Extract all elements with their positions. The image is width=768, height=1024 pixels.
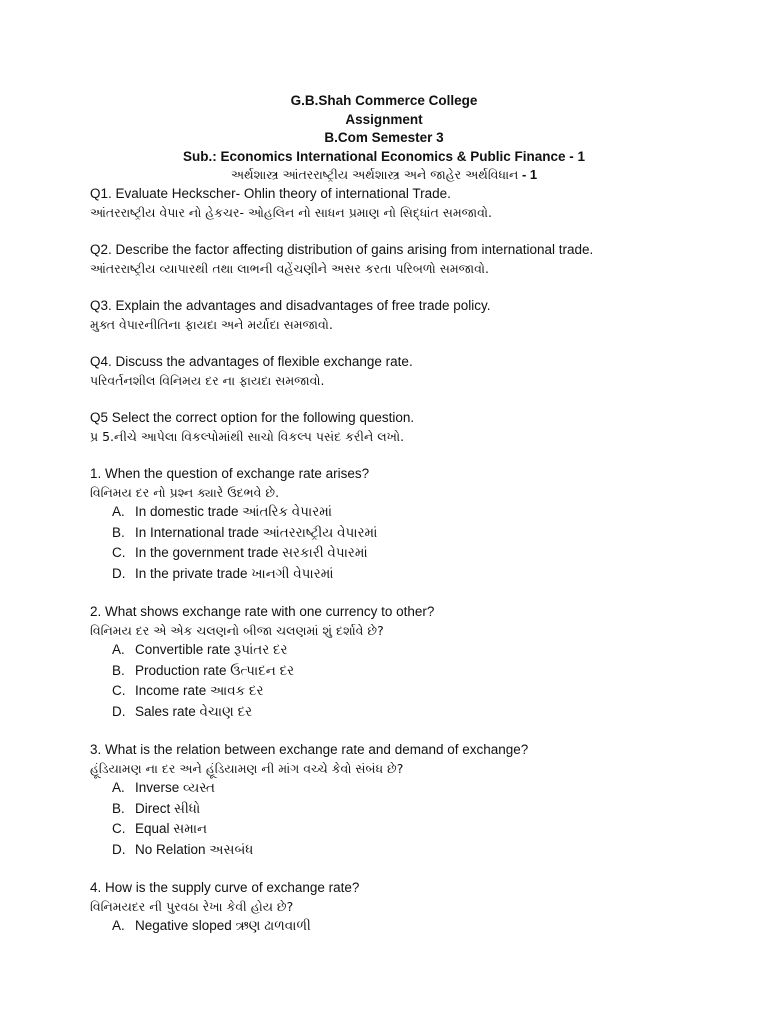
document-type: Assignment bbox=[345, 111, 423, 127]
option-text: In the private trade ખાનગી વેપારમાં bbox=[135, 565, 334, 581]
option-text: Equal સમાન bbox=[135, 821, 208, 836]
option-text: In the government trade સરકારી વેપારમાં bbox=[135, 545, 368, 560]
option-text: Sales rate વેચાણ દર bbox=[135, 703, 253, 719]
question-gujarati: મુક્ત વેપારનીતિના ફાયદા અને મર્યાદા સમજાવો. bbox=[90, 316, 333, 332]
mcq-options bbox=[90, 916, 730, 937]
option-letter: A. bbox=[112, 642, 125, 657]
option-text: No Relation અસબંધ bbox=[135, 841, 254, 857]
mcq-question-gujarati: વિનિમય દર નો પ્રશ્ન ક્યારે ઉદભવે છે. bbox=[90, 484, 280, 500]
mcq-options bbox=[90, 640, 730, 722]
question-english: Q5 Select the correct option for the following question. bbox=[90, 410, 415, 425]
question-gujarati: આંતરરાષ્ટ્રીય વેપાર નો હેકચર- ઓહલિન નો સાધન પ્રમાણ નો સિદ્ધાંત સમજાવો. bbox=[90, 204, 493, 220]
college-name: G.B.Shah Commerce College bbox=[290, 93, 478, 108]
question-block bbox=[90, 185, 730, 222]
document-header bbox=[0, 92, 768, 184]
mcq-option bbox=[90, 661, 730, 682]
option-letter: D. bbox=[112, 565, 126, 581]
option-letter: C. bbox=[112, 545, 126, 560]
option-letter: C. bbox=[112, 821, 126, 836]
mcq-question-gujarati: વિનિમય દર એ એક ચલણનો બીજા ચલણમાં શું દર્શાવે છે? bbox=[90, 622, 384, 638]
question-english: Q4. Discuss the advantages of flexible exchange rate. bbox=[90, 354, 413, 369]
option-letter: A. bbox=[112, 780, 125, 795]
question-block bbox=[90, 241, 730, 278]
question-gujarati: પરિવર્તનશીલ વિનિમય દર ના ફાયદા સમજાવો. bbox=[90, 372, 325, 388]
mcq-option bbox=[90, 840, 730, 861]
question-english: Q1. Evaluate Heckscher- Ohlin theory of international Trade. bbox=[90, 186, 451, 201]
option-letter: D. bbox=[112, 841, 126, 857]
question-gujarati: પ્ર 5.નીચે આપેલા વિકલ્પોમાંથી સાચો વિકલ્પ પસંદ કરીને લખો. bbox=[90, 428, 405, 444]
mcq-block bbox=[90, 465, 730, 584]
question-block bbox=[90, 409, 730, 446]
mcq-option bbox=[90, 640, 730, 661]
option-text: Production rate ઉત્પાદન દર bbox=[135, 662, 295, 678]
mcq-question-english: 4. How is the supply curve of exchange rate? bbox=[90, 880, 360, 895]
option-text: Inverse વ્યસ્ત bbox=[135, 780, 215, 795]
semester-line: B.Com Semester 3 bbox=[324, 130, 444, 145]
option-text: Convertible rate રૂપાંતર દર bbox=[135, 642, 288, 657]
question-english: Q2. Describe the factor affecting distribution of gains arising from international trade. bbox=[90, 242, 594, 257]
question-gujarati: આંતરરાષ્ટ્રીય વ્યાપારથી તથા લાભની વહેંચણીને અસર કરતા પરિબળો સમજાવો. bbox=[90, 260, 490, 276]
option-letter: A. bbox=[112, 918, 125, 933]
mcq-option bbox=[90, 502, 730, 523]
question-block bbox=[90, 353, 730, 390]
option-text: Direct સીધો bbox=[135, 800, 201, 816]
mcq-option bbox=[90, 702, 730, 723]
option-letter: D. bbox=[112, 703, 126, 719]
subject-line: Sub.: Economics International Economics & Public Finance - 1 bbox=[182, 148, 586, 164]
mcq-option bbox=[90, 564, 730, 585]
mcq-block bbox=[90, 879, 730, 937]
mcq-block bbox=[90, 603, 730, 722]
assignment-body bbox=[90, 185, 730, 937]
mcq-options bbox=[90, 778, 730, 860]
mcq-question-english: 1. When the question of exchange rate arises? bbox=[90, 466, 370, 481]
mcq-option bbox=[90, 799, 730, 820]
option-letter: B. bbox=[112, 524, 125, 540]
subject-gujarati-text: અર્થશાસ્ત્ર આંતરરાષ્ટ્રીય અર્થશાસ્ત્ર અને જાહેર અર્થવિધાન bbox=[230, 167, 519, 182]
option-text: In domestic trade આંતરિક વેપારમાં bbox=[135, 504, 333, 519]
mcq-block bbox=[90, 741, 730, 860]
mcq-option bbox=[90, 916, 730, 937]
option-text: Negative sloped ઋણ ઢાળવાળી bbox=[135, 918, 311, 933]
mcq-question-english: 3. What is the relation between exchange rate and demand of exchange? bbox=[90, 742, 529, 757]
question-block bbox=[90, 297, 730, 334]
subject-line-gujarati bbox=[0, 166, 768, 184]
mcq-option bbox=[90, 543, 730, 564]
question-english: Q3. Explain the advantages and disadvantages of free trade policy. bbox=[90, 298, 491, 313]
mcq-question-gujarati: હૂંડિયામણ ના દર અને હૂંડિયામણ ની માંગ વચ્ચે કેવો સંબંધ છે? bbox=[90, 760, 404, 776]
option-letter: C. bbox=[112, 683, 126, 698]
mcq-options bbox=[90, 502, 730, 584]
option-text: Income rate આવક દર bbox=[135, 683, 264, 698]
mcq-option bbox=[90, 778, 730, 799]
option-letter: B. bbox=[112, 800, 125, 816]
option-letter: B. bbox=[112, 662, 125, 678]
subject-gujarati-suffix: - 1 bbox=[521, 167, 538, 182]
mcq-option bbox=[90, 819, 730, 840]
mcq-question-gujarati: વિનિમયદર ની પુરવઠા રેખા કેવી હોય છે? bbox=[90, 898, 294, 914]
mcq-option bbox=[90, 523, 730, 544]
option-letter: A. bbox=[112, 504, 125, 519]
mcq-option bbox=[90, 681, 730, 702]
option-text: In International trade આંતરરાષ્ટ્રીય વેપારમાં bbox=[135, 524, 378, 540]
mcq-question-english: 2. What shows exchange rate with one currency to other? bbox=[90, 604, 435, 619]
